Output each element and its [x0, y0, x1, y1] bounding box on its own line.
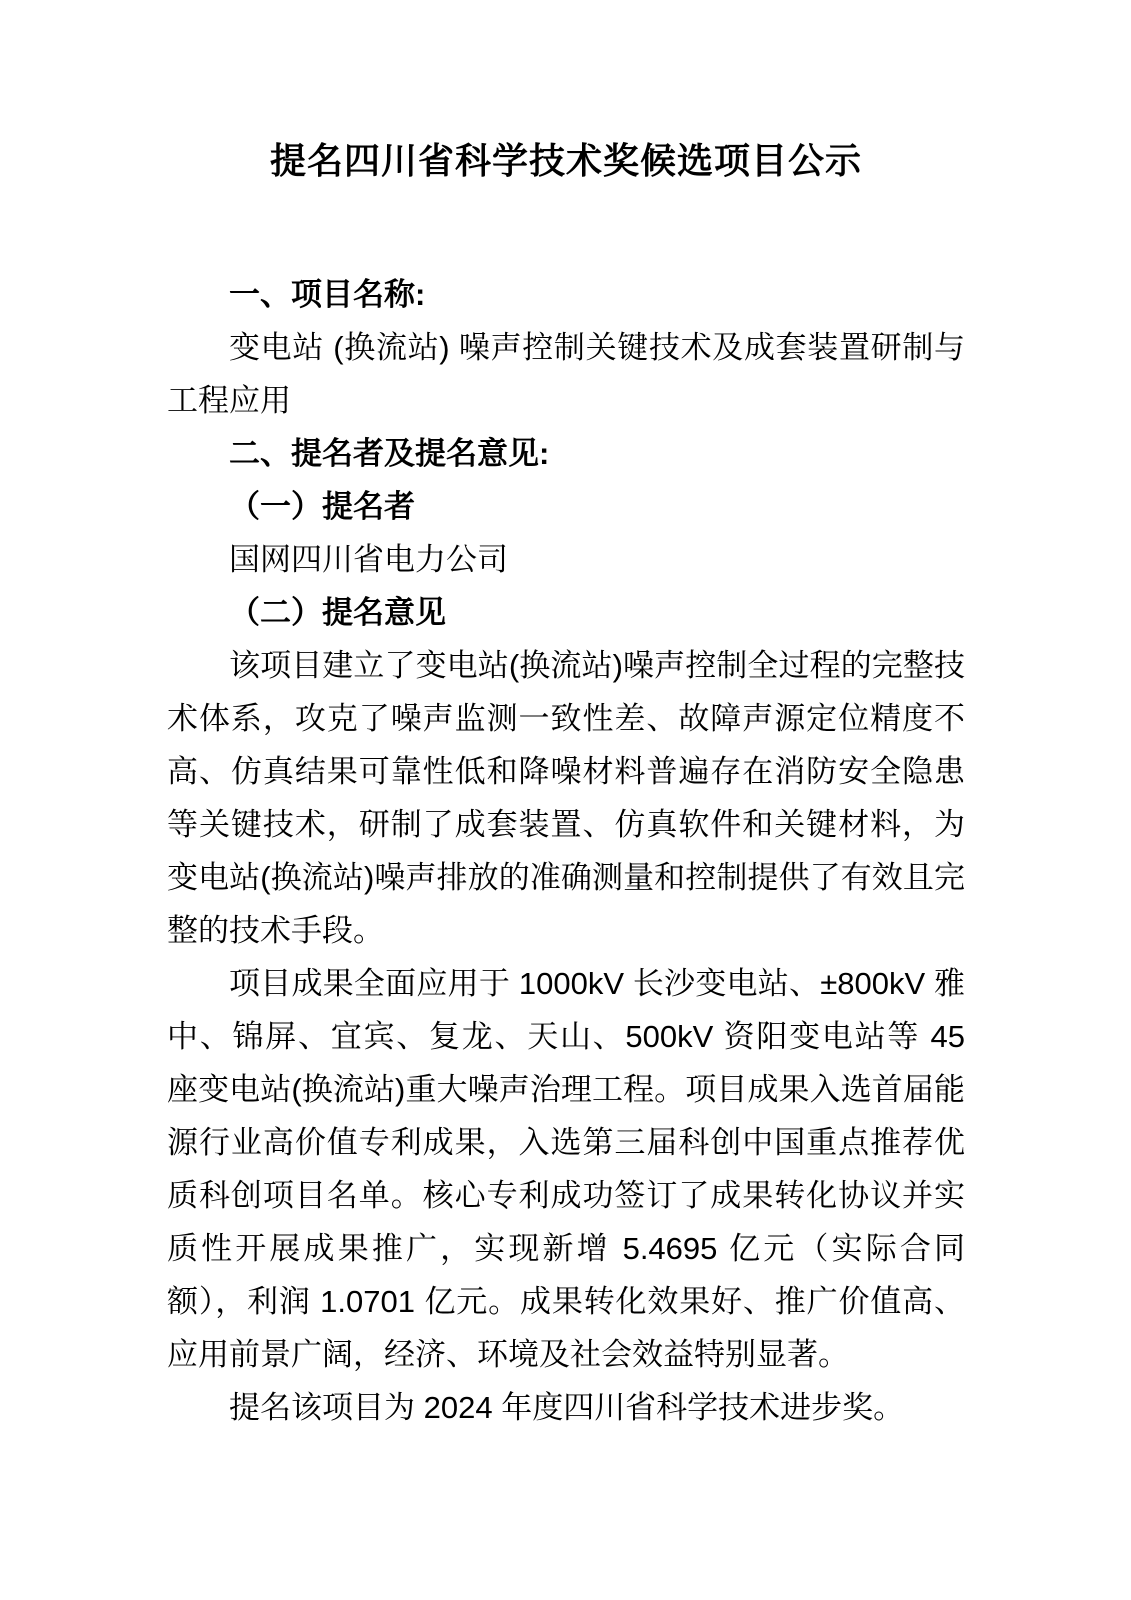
section-2-heading: 二、提名者及提名意见: [229, 436, 550, 471]
section-1-heading: 一、项目名称: [229, 277, 426, 312]
opinion-paragraph-2: 项目成果全面应用于 1000kV 长沙变电站、±800kV 雅中、锦屏、宜宾、复龙、天山、500kV 资阳变电站等 45 座变电站(换流站)重大噪声治理工程。项目成果入选首届能源行业高价值专利成果，入选第三届科创中国重点推荐优质科创项目名单。核心专利成功签订了成果转化协议并实质性开展成果推广，实现新增 5.4695 亿元（实际合同额），利润 1.0701 亿元。成果转化效果好、推广价值高、应用前景广阔，经济、环境及社会效益特别显著。 [167, 966, 965, 1372]
nominator-paragraph: 国网四川省电力公司 [229, 542, 508, 577]
document-title: 提名四川省科学技术奖候选项目公示 [269, 140, 862, 181]
project-name-paragraph: 变电站 (换流站) 噪声控制关键技术及成套装置研制与工程应用 [167, 330, 965, 418]
opinion-subheading: （二）提名意见 [229, 595, 446, 630]
nomination-award-paragraph: 提名该项目为 2024 年度四川省科学技术进步奖。 [229, 1390, 905, 1425]
document-body [167, 268, 965, 1434]
opinion-paragraph-1: 该项目建立了变电站(换流站)噪声控制全过程的完整技术体系，攻克了噪声监测一致性差、故障声源定位精度不高、仿真结果可靠性低和降噪材料普遍存在消防安全隐患等关键技术，研制了成套装置、仿真软件和关键材料，为变电站(换流站)噪声排放的准确测量和控制提供了有效且完整的技术手段。 [167, 648, 965, 948]
nominator-subheading: （一）提名者 [229, 489, 415, 524]
